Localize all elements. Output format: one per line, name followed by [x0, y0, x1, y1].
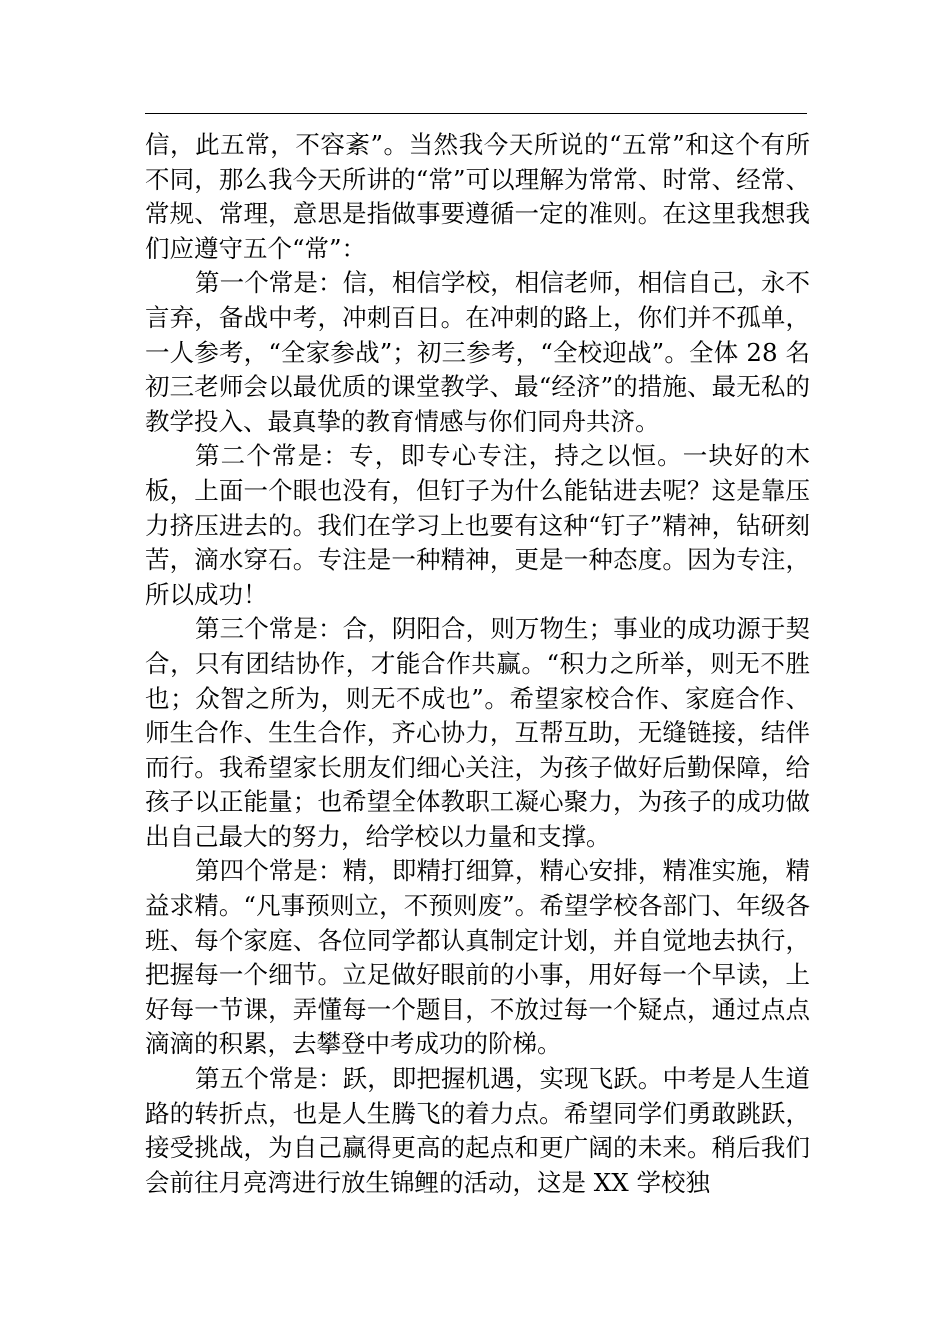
paragraph-intro-continuation: 信，此五常，不容紊”。当然我今天所说的“五常”和这个有所不同，那么我今天所讲的“常”可以理解为常常、时常、经常、常规、常理，意思是指做事要遵循一定的准则。在这里我想我们应遵守五个“常”： [145, 130, 810, 263]
paragraph-first-chang: 第一个常是：信，相信学校，相信老师，相信自己，永不言弃，备战中考，冲刺百日。在冲刺的路上，你们并不孤单，一人参考，“全家参战”；初三参考，“全校迎战”。全体 28 名初三老师会以最优质的课堂教学、最“经济”的措施、最无私的教学投入、最真挚的教育情感与你们同舟共济。 [145, 268, 810, 436]
document-body [145, 128, 810, 1200]
paragraph-fourth-chang: 第四个常是：精，即精打细算，精心安排，精准实施，精益求精。“凡事预则立，不预则废”。希望学校各部门、年级各班、每个家庭、各位同学都认真制定计划，并自觉地去执行，把握每一个细节。立足做好眼前的小事，用好每一个早读，上好每一节课，弄懂每一个题目，不放过每一个疑点，通过点点滴滴的积累，去攀登中考成功的阶梯。 [145, 856, 810, 1059]
paragraph-second-chang: 第二个常是：专，即专心专注，持之以恒。一块好的木板，上面一个眼也没有，但钉子为什么能钻进去呢？这是靠压力挤压进去的。我们在学习上也要有这种“钉子”精神，钻研刻苦，滴水穿石。专注是一种精神，更是一种态度。因为专注，所以成功！ [145, 441, 810, 609]
paragraph-fifth-chang: 第五个常是：跃，即把握机遇，实现飞跃。中考是人生道路的转折点，也是人生腾飞的着力点。希望同学们勇敢跳跃，接受挑战，为自己赢得更高的起点和更广阔的未来。稍后我们会前往月亮湾进行放生锦鲤的活动，这是 XX 学校独 [145, 1064, 810, 1197]
header-rule [145, 113, 807, 114]
paragraph-third-chang: 第三个常是：合，阴阳合，则万物生；事业的成功源于契合，只有团结协作，才能合作共赢。“积力之所举，则无不胜也；众智之所为，则无不成也”。希望家校合作、家庭合作、师生合作、生生合作，齐心协力，互帮互助，无缝链接，结伴而行。我希望家长朋友们细心关注，为孩子做好后勤保障，给孩子以正能量；也希望全体教职工凝心聚力，为孩子的成功做出自己最大的努力，给学校以力量和支撑。 [145, 614, 810, 851]
